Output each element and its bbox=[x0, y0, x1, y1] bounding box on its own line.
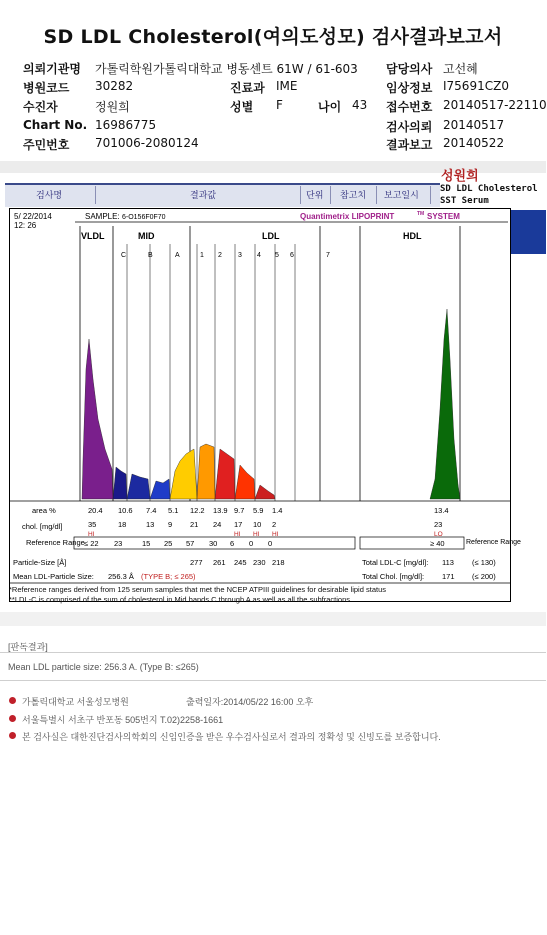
divider bbox=[0, 652, 546, 653]
area-value: 5.9 bbox=[253, 506, 264, 515]
chol-value: 10 bbox=[253, 520, 262, 529]
electrophoresis-trace bbox=[82, 309, 460, 499]
chol-value: 35 bbox=[88, 520, 97, 529]
chol-value: 13 bbox=[146, 520, 155, 529]
particle-size-value: 245 bbox=[234, 558, 247, 567]
particle-size-value: 261 bbox=[213, 558, 226, 567]
footnote-2: **LDL-C is comprised of the sum of cholesterol in Mid bands C through A as well as all the subfractions bbox=[9, 595, 351, 604]
area-value: 12.2 bbox=[190, 506, 205, 515]
particle-size-value: 218 bbox=[272, 558, 285, 567]
doctor-label: 담당의사 bbox=[386, 62, 433, 76]
dept-label: 진료과 bbox=[230, 81, 265, 95]
ref-value: ≥ 40 bbox=[430, 539, 445, 548]
ref-right-label: Reference Range bbox=[466, 539, 521, 546]
info-row-1 bbox=[23, 60, 81, 77]
band-labels bbox=[121, 252, 330, 259]
band-label: C bbox=[121, 252, 127, 259]
area-value: 5.1 bbox=[168, 506, 179, 515]
total-ldl-value: 113 bbox=[442, 558, 454, 567]
flag-value: HI bbox=[88, 531, 95, 538]
particle-size-value: 230 bbox=[253, 558, 266, 567]
report-label: 결과보고 bbox=[386, 138, 433, 152]
info-value: 30282 bbox=[95, 79, 134, 93]
lipoprint-panel bbox=[9, 208, 521, 602]
total-chol-ref: (≤ 200) bbox=[472, 572, 496, 581]
band-label: 6 bbox=[290, 252, 294, 259]
ref-value: 57 bbox=[186, 539, 195, 548]
report-value: 20140522 bbox=[443, 136, 505, 150]
header-divider bbox=[330, 186, 331, 204]
clinical-label: 임상정보 bbox=[386, 81, 433, 95]
info-value: 16986775 bbox=[95, 118, 157, 132]
area-value: 20.4 bbox=[88, 506, 103, 515]
ldl-4-peak bbox=[235, 465, 255, 499]
sample-id: 6-O156F0F70 bbox=[122, 214, 166, 221]
ref-value: 23 bbox=[114, 539, 123, 548]
sex-label: 성별 bbox=[230, 100, 254, 114]
interpretation-text: Mean LDL particle size: 256.3 A. (Type B: ≤265) bbox=[8, 662, 199, 672]
header-divider bbox=[300, 186, 301, 204]
specimen: SST Serum bbox=[440, 196, 489, 206]
chol-value: 9 bbox=[168, 520, 173, 529]
footnote-1: *Reference ranges derived from 125 serum samples that met the NCEP ATPIII guidelines for desirable lipid status bbox=[9, 585, 386, 594]
info-value: 가톨릭학원가톨릭대학교 병동센트 61W / 61-603 bbox=[95, 62, 358, 76]
size-row-label: Particle-Size [Å] bbox=[13, 558, 67, 567]
vldl-peak bbox=[82, 339, 113, 499]
bullet-icon bbox=[9, 715, 16, 722]
mid-a-peak bbox=[150, 479, 170, 499]
band-label: 2 bbox=[218, 252, 222, 259]
dept-value: IME bbox=[276, 79, 298, 93]
ldl-1-peak bbox=[170, 449, 197, 499]
ldl-5-peak bbox=[255, 485, 275, 499]
request-label: 검사의뢰 bbox=[386, 120, 433, 134]
band-label: 4 bbox=[257, 252, 261, 259]
brand-tm: TM bbox=[417, 211, 425, 217]
region-labels bbox=[81, 231, 422, 241]
signature-stamp: 성원희 bbox=[441, 169, 479, 184]
region-label-mid: MID bbox=[138, 231, 155, 241]
interpretation-heading: [판독결과] bbox=[8, 642, 48, 652]
reception-value: 20140517-22110 bbox=[443, 98, 547, 112]
region-dividers bbox=[80, 226, 460, 501]
region-label-ldl: LDL bbox=[262, 231, 280, 241]
header-divider bbox=[376, 186, 377, 204]
header-divider bbox=[430, 186, 431, 204]
ref-value: 30 bbox=[209, 539, 218, 548]
footer-address: 서울특별시 서초구 반포동 505번지 T.02)2258-1661 bbox=[22, 715, 224, 725]
flag-value: LO bbox=[434, 531, 443, 538]
particle-size-value: 277 bbox=[190, 558, 203, 567]
area-value: 13.4 bbox=[434, 506, 449, 515]
area-value: 7.4 bbox=[146, 506, 157, 515]
col-report-time: 보고일시 bbox=[384, 191, 419, 201]
report-title: SD LDL Cholesterol(여의도성모) 검사결과보고서 bbox=[43, 26, 503, 48]
mean-size-label: Mean LDL-Particle Size: bbox=[13, 572, 94, 581]
band-label: 1 bbox=[200, 252, 204, 259]
bullet-icon bbox=[9, 732, 16, 739]
info-value: 정원희 bbox=[95, 100, 130, 114]
ldl-2-peak bbox=[197, 444, 215, 499]
request-value: 20140517 bbox=[443, 118, 505, 132]
ref-box-hdl bbox=[360, 537, 464, 549]
brand-system: SYSTEM bbox=[427, 212, 460, 221]
age-value: 43 bbox=[352, 98, 368, 112]
sex-value: F bbox=[276, 98, 283, 112]
clinical-value: I75691CZ0 bbox=[443, 79, 509, 93]
report-header-bar bbox=[5, 183, 440, 207]
bullet-icon bbox=[9, 697, 16, 704]
chol-value: 17 bbox=[234, 520, 243, 529]
panel-time: 12: 26 bbox=[14, 221, 37, 230]
ldl-3-peak bbox=[215, 449, 235, 499]
flag-value: HI bbox=[272, 531, 279, 538]
col-reference: 참고치 bbox=[340, 191, 367, 201]
ref-row-label: Reference Range bbox=[26, 538, 85, 547]
chol-value: 23 bbox=[434, 520, 443, 529]
mid-b-peak bbox=[127, 474, 150, 499]
test-name: SD LDL Cholesterol bbox=[440, 184, 538, 194]
total-ldl-label: Total LDL-C [mg/dl]: bbox=[362, 558, 429, 567]
band-label: A bbox=[175, 252, 180, 259]
area-value: 1.4 bbox=[272, 506, 283, 515]
result-table bbox=[84, 506, 449, 548]
area-value: 9.7 bbox=[234, 506, 245, 515]
col-test-name: 검사명 bbox=[36, 191, 63, 201]
ref-value: ≤ 22 bbox=[84, 539, 99, 548]
lipoprint-chart bbox=[10, 209, 521, 601]
info-label: 의뢰기관명 bbox=[23, 62, 81, 76]
doctor-value: 고선혜 bbox=[443, 62, 478, 76]
footer-hospital: 가톨릭대학교 서울성모병원 bbox=[22, 697, 129, 707]
area-row-label: area % bbox=[32, 506, 56, 515]
section-band bbox=[0, 612, 546, 626]
band-label: B bbox=[148, 252, 153, 259]
footer-certification: 본 검사실은 대한진단검사의학회의 신임인증을 받은 우수검사실로서 결과의 정확성 및 신빙도를 보증합니다. bbox=[22, 732, 441, 742]
band-label: 5 bbox=[275, 252, 279, 259]
color-block bbox=[510, 210, 546, 254]
particle-sizes bbox=[190, 558, 285, 567]
ref-value: 0 bbox=[268, 539, 273, 548]
sample-label: SAMPLE: bbox=[85, 212, 120, 221]
info-label: 병원코드 bbox=[23, 81, 70, 95]
chol-value: 2 bbox=[272, 520, 277, 529]
area-value: 10.6 bbox=[118, 506, 133, 515]
chol-row-label: chol. [mg/dl] bbox=[22, 522, 63, 531]
col-unit: 단위 bbox=[306, 191, 324, 201]
ref-value: 15 bbox=[142, 539, 151, 548]
brand-name: Quantimetrix LIPOPRINT bbox=[300, 212, 395, 221]
header-divider bbox=[95, 186, 96, 204]
info-label: 주민번호 bbox=[23, 138, 70, 152]
flag-value: HI bbox=[253, 531, 260, 538]
mean-size-type: (TYPE B; ≤ 265) bbox=[141, 572, 196, 581]
total-ldl-ref: (≤ 130) bbox=[472, 558, 496, 567]
divider bbox=[0, 680, 546, 681]
area-value: 13.9 bbox=[213, 506, 228, 515]
hdl-peak bbox=[430, 309, 460, 499]
total-chol-value: 171 bbox=[442, 572, 455, 581]
mid-c-peak bbox=[113, 467, 127, 499]
mean-size-value: 256.3 Å bbox=[108, 572, 134, 581]
chol-value: 24 bbox=[213, 520, 222, 529]
info-value: 701006-2080124 bbox=[95, 136, 199, 150]
region-label-hdl: HDL bbox=[403, 231, 422, 241]
panel-date: 5/ 22/2014 bbox=[14, 212, 52, 221]
ref-value: 25 bbox=[164, 539, 173, 548]
chol-value: 21 bbox=[190, 520, 199, 529]
flag-value: HI bbox=[234, 531, 241, 538]
ref-value: 6 bbox=[230, 539, 235, 548]
age-label: 나이 bbox=[318, 100, 342, 114]
reception-label: 접수번호 bbox=[386, 100, 433, 114]
info-label: 수진자 bbox=[23, 100, 58, 114]
total-chol-label: Total Chol. [mg/dl]: bbox=[362, 572, 425, 581]
footer-print-date: 출력일자:2014/05/22 16:00 오후 bbox=[186, 697, 314, 707]
band-label: 3 bbox=[238, 252, 242, 259]
chol-value: 18 bbox=[118, 520, 127, 529]
region-label-vldl: VLDL bbox=[81, 231, 105, 241]
info-label: Chart No. bbox=[23, 118, 88, 132]
col-result: 결과값 bbox=[190, 191, 217, 201]
ref-value: 0 bbox=[249, 539, 254, 548]
band-label: 7 bbox=[326, 252, 330, 259]
